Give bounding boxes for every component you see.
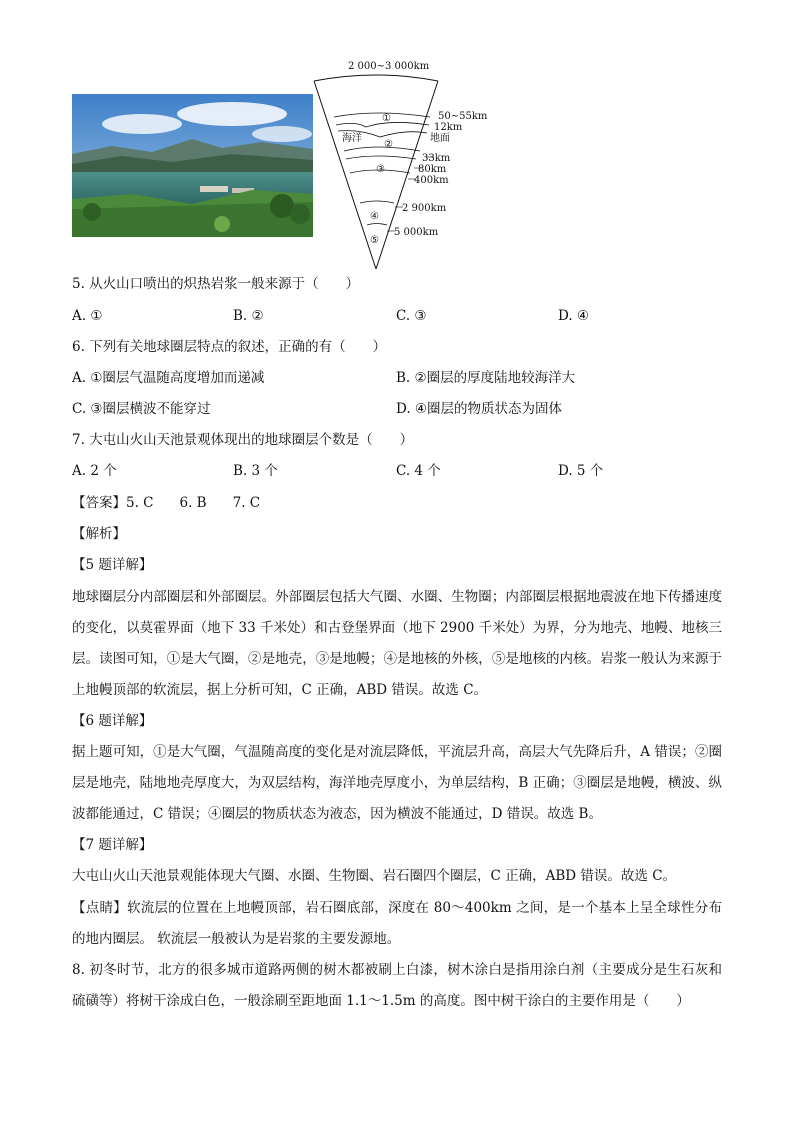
question-8-stem: 8. 初冬时节，北方的很多城市道路两侧的树木都被刷上白漆，树木涂白是指用涂白剂（主要成分是生石灰和硫磺等）将树干涂成白色，一般涂刷至距地面 1.1～1.5m 的高度。图中树干涂白的主要作用是（ ） (72, 962, 722, 1009)
q5-option-c: C. ③ (396, 308, 427, 324)
tip-text: 软流层的位置在上地幔顶部，岩石圈底部，深度在 80～400km 之间，是一个基本上呈全球性分布的地内圈层。 软流层一般被认为是岩浆的主要发源地。 (72, 900, 722, 947)
tip-label: 【点睛】 (72, 900, 127, 916)
lake-landscape-photo (72, 94, 313, 237)
svg-text:⑤: ⑤ (370, 235, 379, 246)
ocean-label: 海洋 (342, 133, 362, 144)
answer-6: 6. B (179, 495, 207, 511)
earth-layers-diagram (310, 55, 500, 273)
q6-option-c: C. ③圈层横波不能穿过 (72, 401, 211, 417)
q6-option-b: B. ②圈层的厚度陆地较海洋大 (396, 370, 576, 386)
answer-5: 5. C (126, 495, 154, 511)
svg-text:③: ③ (376, 164, 385, 175)
tip-paragraph (72, 893, 722, 955)
svg-text:①: ① (382, 113, 391, 124)
q7-option-b: B. 3 个 (233, 463, 278, 479)
svg-text:400km: 400km (414, 175, 449, 186)
answer-7: 7. C (232, 495, 261, 511)
q6-option-d: D. ④圈层的物质状态为固体 (396, 401, 563, 417)
svg-text:2 900km: 2 900km (402, 203, 447, 214)
svg-text:80km: 80km (418, 164, 447, 175)
q5-option-d: D. ④ (558, 308, 590, 324)
answer-label: 【答案】 (72, 495, 126, 511)
detail-5-title: 【5 题详解】 (72, 557, 153, 573)
analysis-label: 【解析】 (72, 526, 126, 542)
q5-option-b: B. ② (233, 308, 264, 324)
svg-text:地面: 地面 (430, 133, 450, 144)
detail-5-text: 地球圈层分内部圈层和外部圈层。外部圈层包括大气圈、水圈、生物圈；内部圈层根据地震波在地下传播速度的变化，以莫霍界面（地下 33 千米处）和古登堡界面（地下 2900 千米处）为界，分为地壳、地幔、地核三层。读图可知，①是大气圈，②是地壳，③是地幔；④是地核的外核，⑤是地核的内核。岩浆一般认为来源于上地幔顶部的软流层，据上分析可知，C 正确，ABD 错误。故选 C。 (72, 589, 722, 698)
q7-option-d: D. 5 个 (558, 463, 604, 479)
svg-text:33km: 33km (422, 153, 451, 164)
depth-labels (394, 111, 488, 238)
layer-markers (370, 113, 393, 246)
q7-option-c: C. 4 个 (396, 463, 441, 479)
detail-7-text: 大屯山火山天池景观能体现大气圈、水圈、生物圈、岩石圈四个圈层，C 正确，ABD 错误。故选 C。 (72, 868, 677, 884)
question-7-stem: 7. 大屯山火山天池景观体现出的地球圈层个数是（ ） (72, 432, 414, 448)
question-6-stem: 6. 下列有关地球圈层特点的叙述，正确的有（ ） (72, 339, 387, 355)
svg-text:50~55km: 50~55km (438, 111, 488, 122)
q5-option-a: A. ① (72, 308, 103, 324)
q7-option-a: A. 2 个 (72, 463, 117, 479)
svg-text:12km: 12km (434, 122, 463, 133)
svg-text:④: ④ (370, 211, 379, 222)
svg-text:②: ② (384, 139, 393, 150)
question-5-stem: 5. 从火山口喷出的炽热岩浆一般来源于（ ） (72, 276, 360, 292)
q6-option-a: A. ①圈层气温随高度增加而递减 (72, 370, 265, 386)
detail-6-text: 据上题可知，①是大气圈，气温随高度的变化是对流层降低，平流层升高，高层大气先降后升，A 错误；②圈层是地壳，陆地地壳厚度大，为双层结构，海洋地壳厚度小，为单层结构，B 正确；③圈层是地幔，横波、纵波都能通过，C 错误；④圈层的物质状态为液态，因为横波不能通过，D 错误。故选 B。 (72, 744, 722, 822)
answer-line (72, 493, 260, 513)
svg-text:5 000km: 5 000km (394, 227, 439, 238)
diagram-top-label: 2 000~3 000km (348, 61, 430, 72)
detail-7-title: 【7 题详解】 (72, 837, 153, 853)
detail-6-title: 【6 题详解】 (72, 713, 153, 729)
